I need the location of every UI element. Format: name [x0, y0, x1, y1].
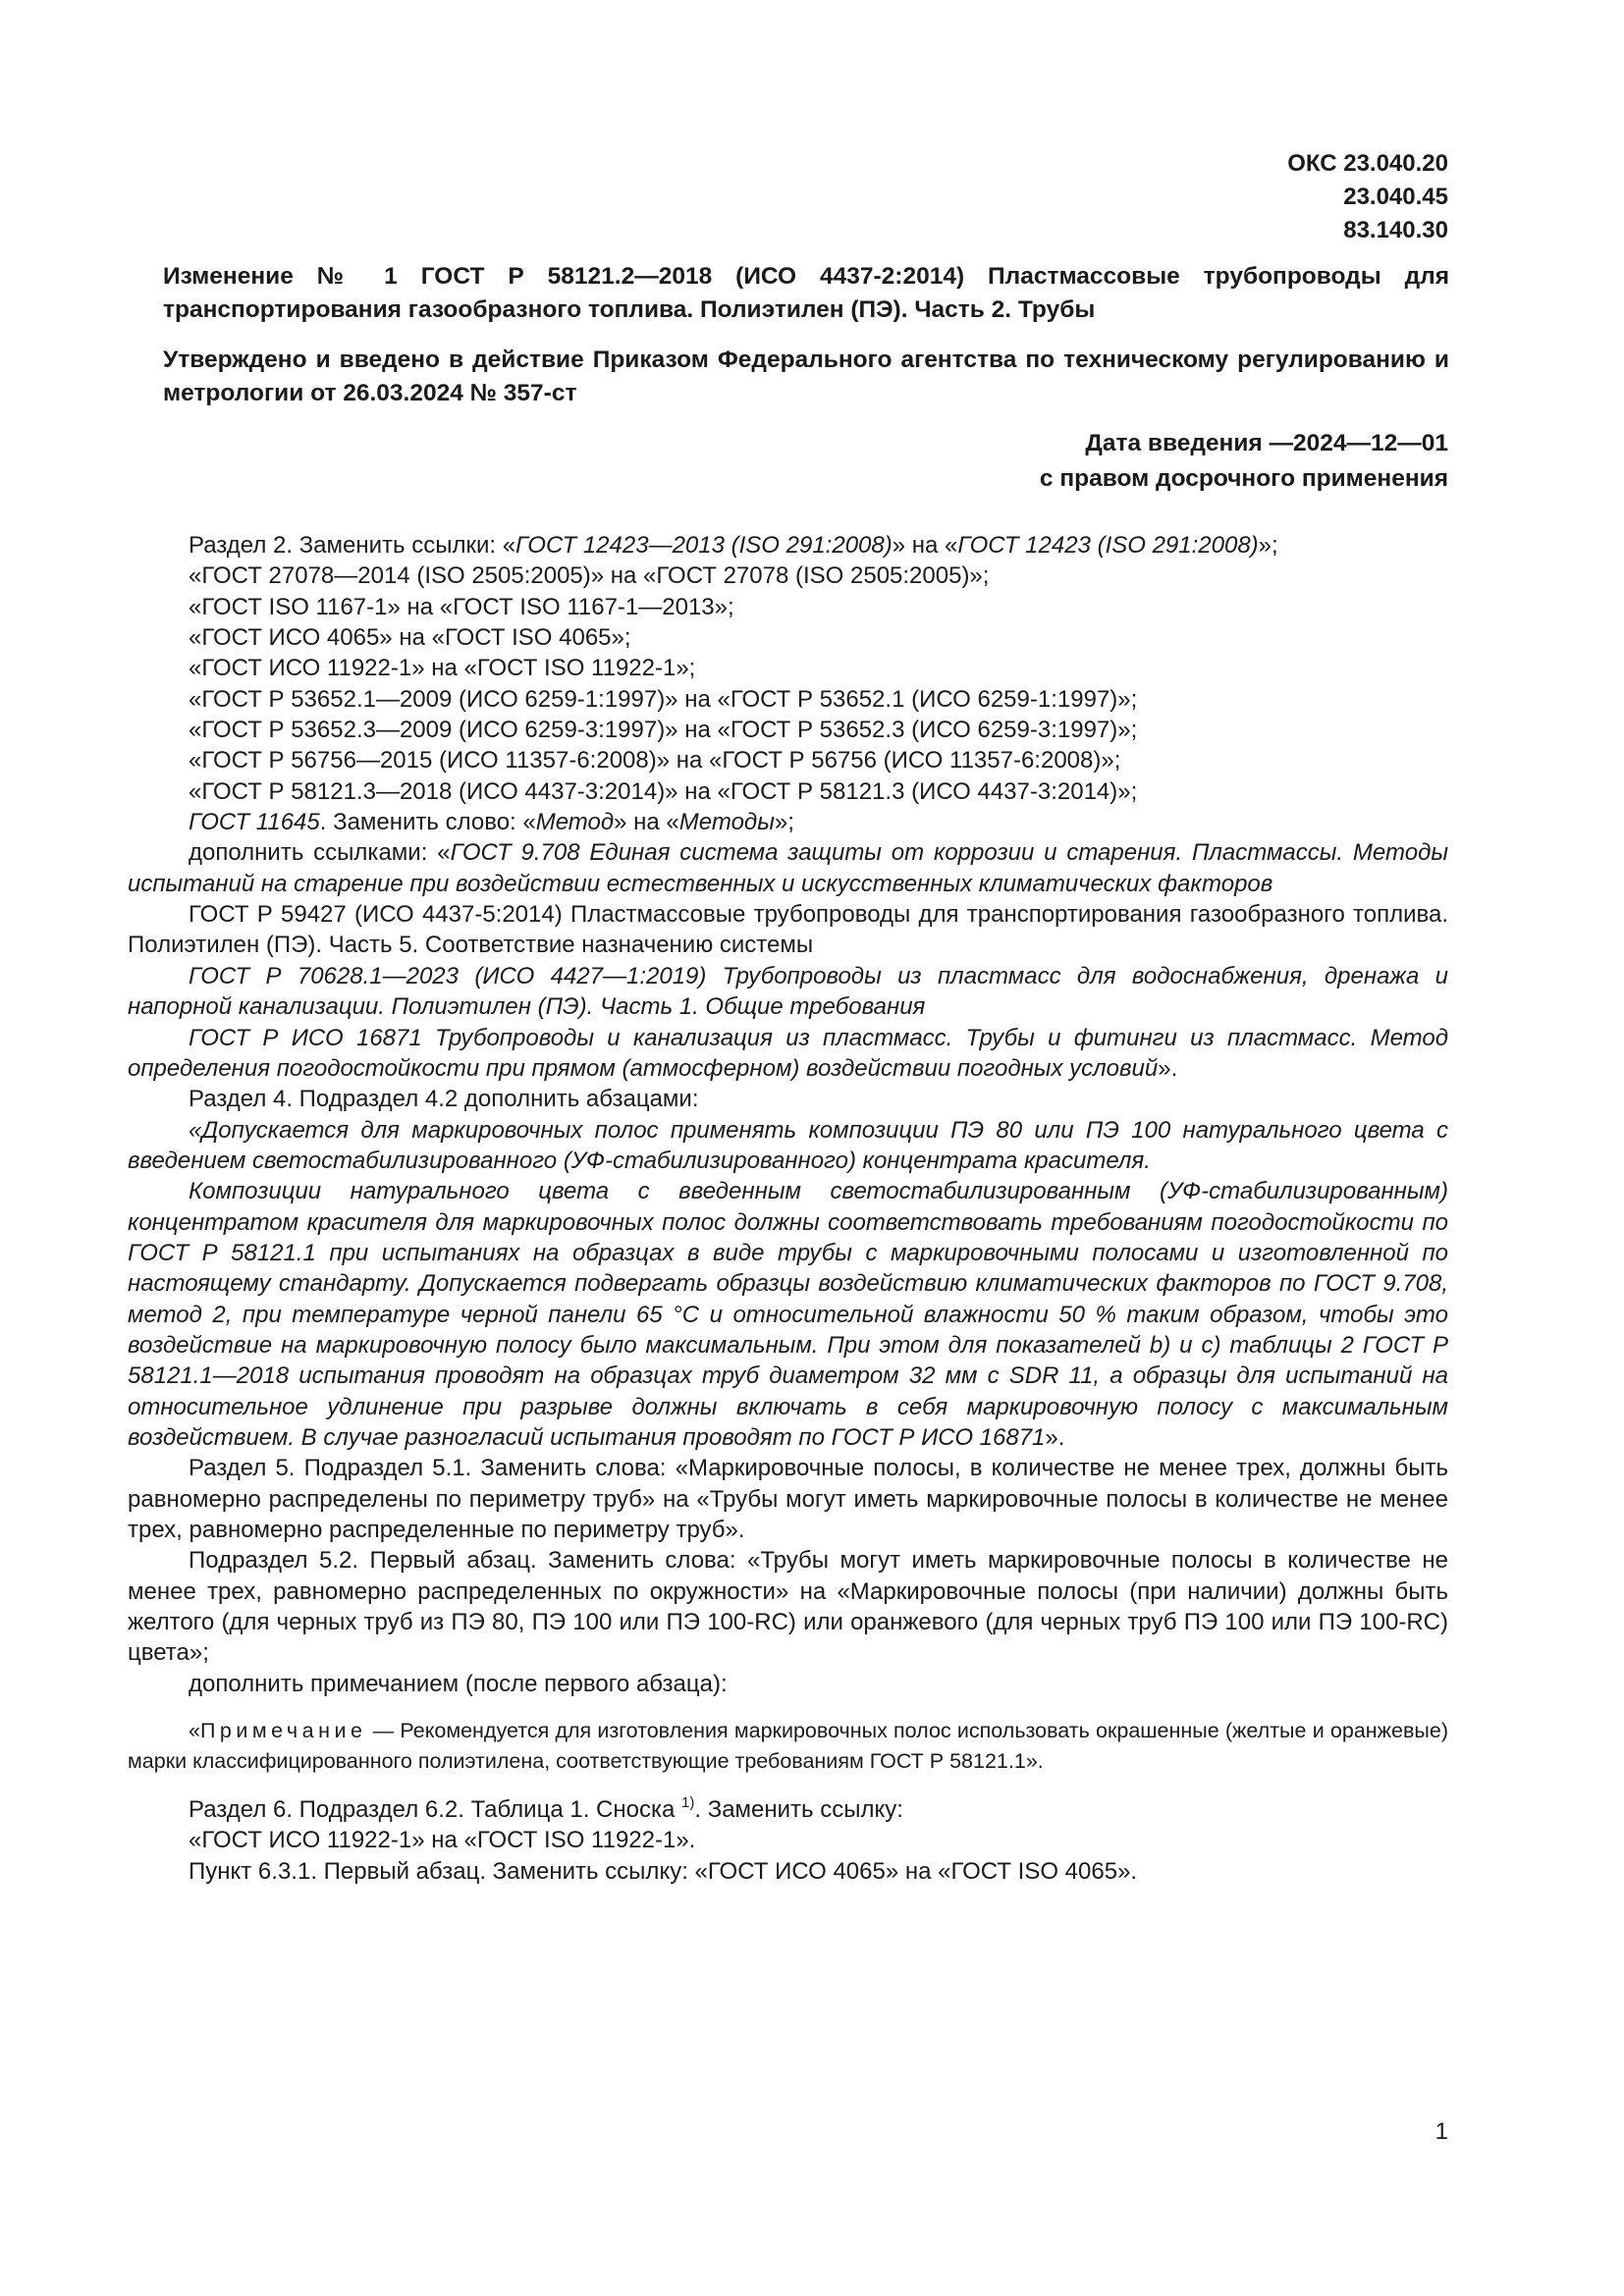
text-span: ГОСТ Р ИСО 16871 Трубопроводы и канализация из пластмасс. Трубы и фитинги из пластмасс. Метод определения погодостойкости при прямом (атмосферном) воздействии погодных условий — [128, 1024, 1448, 1082]
text-span: . Заменить ссылку: — [694, 1796, 903, 1824]
text-span: — Рекомендуется для изготовления маркировочных полос использовать окрашенные (желтые и оранжевые) марки классифицированного полиэтилена, соответствующие требованиям ГОСТ Р 58121.1». — [128, 1719, 1448, 1774]
add-references-paragraph — [128, 837, 1448, 899]
amendment-body — [128, 530, 1448, 1887]
reference-line: «ГОСТ Р 56756—2015 (ИСО 11357-6:2008)» на «ГОСТ Р 56756 (ИСО 11357-6:2008)»; — [189, 747, 1121, 774]
oks-code-3: 83.140.30 — [1343, 217, 1448, 243]
reference-line: «ГОСТ ISO 1167-1» на «ГОСТ ISO 1167-1—2013»; — [189, 593, 734, 620]
reference-line: «ГОСТ Р 58121.3—2018 (ИСО 4437-3:2014)» на «ГОСТ Р 58121.3 (ИСО 4437-3:2014)»; — [189, 777, 1138, 805]
effective-date-line: Дата введения —2024—12—01 — [1085, 430, 1448, 456]
reference-line: «ГОСТ ИСО 11922-1» на «ГОСТ ISO 11922-1»; — [189, 655, 696, 682]
text-span: дополнить ссылками: « — [189, 839, 451, 867]
page-number: 1 — [1435, 2118, 1448, 2145]
section-4-insert-2 — [128, 1176, 1448, 1453]
approval-statement: Утверждено и введено в действие Приказом Федерального агентства по техническому регулированию и метрологии от 26.03.2024 № 357-ст — [163, 347, 1449, 406]
text-span: ГОСТ 12423 (ISO 291:2008) — [957, 532, 1259, 559]
early-application-line: с правом досрочного применения — [1039, 465, 1448, 492]
item-6-3-1-paragraph: Пункт 6.3.1. Первый абзац. Заменить ссылку: «ГОСТ ИСО 4065» на «ГОСТ ISO 4065». — [189, 1857, 1138, 1885]
text-span: «Допускается для маркировочных полос применять композиции ПЭ 80 или ПЭ 100 натурального цвета с введением светостабилизированного (УФ-стабилизированного) концентрата красителя. — [128, 1116, 1448, 1174]
text-span: ». — [1158, 1054, 1178, 1082]
note-paragraph — [128, 1716, 1448, 1777]
text-span: »; — [1258, 532, 1278, 559]
section-4-insert-1 — [128, 1115, 1448, 1177]
reference-line: «ГОСТ ИСО 4065» на «ГОСТ ISO 4065»; — [189, 624, 631, 652]
text-span: ГОСТ 12423—2013 (ISO 291:2008) — [515, 532, 893, 559]
text-span: « — [189, 1719, 200, 1743]
oks-code-1: ОКС 23.040.20 — [1287, 150, 1448, 177]
text-span: Раздел 6. Подраздел 6.2. Таблица 1. Сноска — [189, 1796, 682, 1824]
text-span: Методы — [678, 809, 775, 836]
amendment-title: Изменение № 1 ГОСТ Р 58121.2—2018 (ИСО 4437-2:2014) Пластмассовые трубопроводы для транспортирования газообразного топлива. Полиэтилен (ПЭ). Часть 2. Трубы — [163, 263, 1449, 323]
reference-line: «ГОСТ Р 53652.3—2009 (ИСО 6259-3:1997)» на «ГОСТ Р 53652.3 (ИСО 6259-3:1997)»; — [189, 717, 1138, 744]
subsection-5-2-paragraph: Подраздел 5.2. Первый абзац. Заменить слова: «Трубы могут иметь маркировочные полосы в количестве не менее трех, равномерно распределенных по окружности» на «Маркировочные полосы (при наличии) должны быть желтого (для черных труб из ПЭ 80, ПЭ 100 или ПЭ 100-RC) или оранжевого (для черных труб ПЭ 100 или ПЭ 100-RC) цвета»; — [128, 1547, 1448, 1667]
text-span: » на « — [892, 532, 958, 559]
text-span: Метод — [535, 809, 615, 836]
note-label: Примечание — [199, 1719, 367, 1743]
text-span: ГОСТ 9.708 Единая система защиты от коррозии и старения. Пластмассы. Методы испытаний на старение при воздействии естественных и искусственных климатических факторов — [128, 839, 1448, 897]
text-span: . Заменить слово: « — [319, 809, 536, 836]
oks-code-2: 23.040.45 — [1343, 184, 1448, 210]
footnote-marker: 1) — [681, 1794, 695, 1812]
section-4-paragraph: Раздел 4. Подраздел 4.2 дополнить абзацами: — [189, 1086, 699, 1113]
section-6-paragraph — [128, 1794, 1448, 1825]
effective-date — [1040, 426, 1448, 497]
gost-59427-paragraph: ГОСТ Р 59427 (ИСО 4437-5:2014) Пластмассовые трубопроводы для транспортирования газообразного топлива. Полиэтилен (ПЭ). Часть 5. Соответствие назначению системы — [128, 901, 1448, 959]
gost-11645-paragraph — [128, 807, 1448, 837]
text-span: ГОСТ Р 70628.1—2023 (ИСО 4427—1:2019) Трубопроводы из пластмасс для водоснабжения, дренажа и напорной канализации. Полиэтилен (ПЭ). Часть 1. Общие требования — [128, 962, 1448, 1021]
reference-line: «ГОСТ 27078—2014 (ISO 2505:2005)» на «ГОСТ 27078 (ISO 2505:2005)»; — [189, 562, 990, 590]
section-2-paragraph — [128, 530, 1448, 561]
text-span: ». — [1045, 1423, 1065, 1451]
text-span: »; — [774, 809, 794, 836]
note-intro-paragraph: дополнить примечанием (после первого абзаца): — [189, 1670, 728, 1697]
gost-16871-paragraph — [128, 1023, 1448, 1085]
text-span: ГОСТ 11645 — [189, 809, 320, 836]
text-span: Раздел 2. Заменить ссылки: « — [189, 532, 516, 559]
gost-70628-paragraph — [128, 961, 1448, 1023]
oks-codes — [1287, 147, 1448, 247]
text-span: » на « — [614, 809, 679, 836]
section-5-paragraph: Раздел 5. Подраздел 5.1. Заменить слова: «Маркировочные полосы, в количестве не менее трех, должны быть равномерно распределены по периметру труб» на «Трубы могут иметь маркировочные полосы в количестве не менее трех, равномерно распределенные по периметру труб». — [128, 1455, 1448, 1543]
reference-line: «ГОСТ Р 53652.1—2009 (ИСО 6259-1:1997)» на «ГОСТ Р 53652.1 (ИСО 6259-1:1997)»; — [189, 685, 1138, 713]
text-span: Композиции натурального цвета с введенным светостабилизированным (УФ-стабилизированным) концентратом красителя для маркировочных полос должны соответствовать требованиям погодостойкости по ГОСТ Р 58121.1 при испытаниях на образцах в виде трубы с маркировочными полосами и изготовленной по настоящему стандарту. Допускается подвергать образцы воздействию климатических факторов по ГОСТ 9.708, метод 2, при температуре черной панели 65 °С и относительной влажности 50 % таким образом, чтобы это воздействие на маркировочную полосу было максимальным. При этом для показателей b) и с) таблицы 2 ГОСТ Р 58121.1—2018 испытания проводят на образцах труб диаметром 32 мм с SDR 11, а образцы для испытаний на относительное удлинение при разрыве должны включать в себя маркировочную полосу с максимальным воздействием. В случае разногласий испытания проводят по ГОСТ Р ИСО 16871 — [128, 1178, 1448, 1451]
reference-line: «ГОСТ ИСО 11922-1» на «ГОСТ ISO 11922-1». — [189, 1827, 696, 1854]
